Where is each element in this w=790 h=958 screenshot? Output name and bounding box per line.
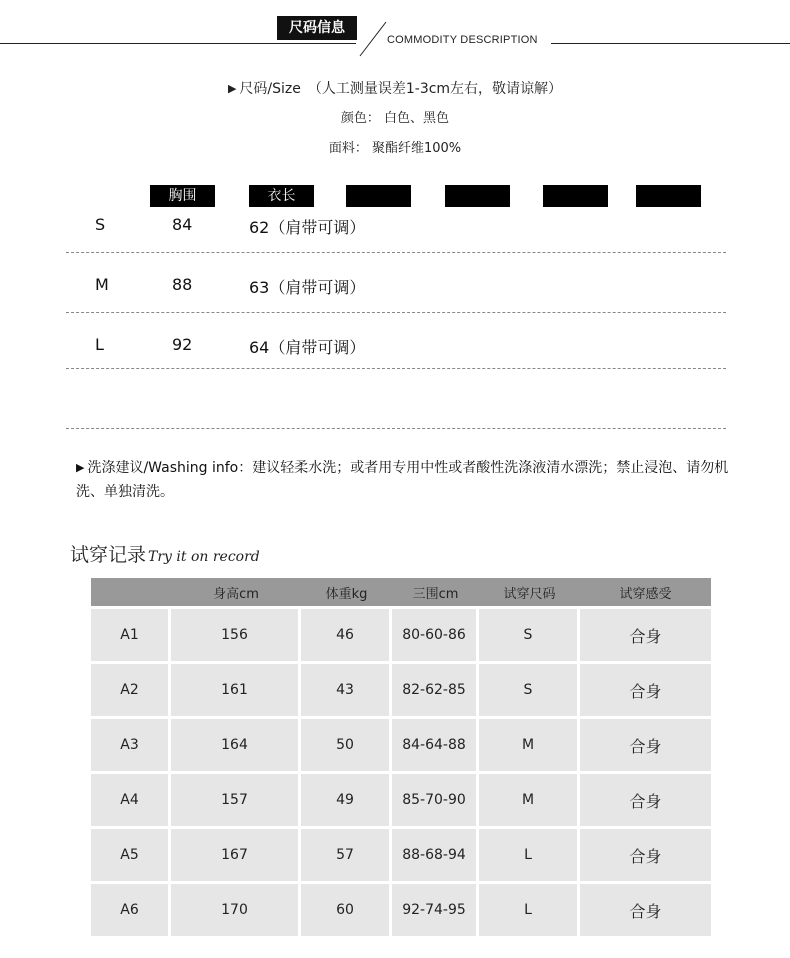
length-value: 62（肩带可调） <box>249 218 366 237</box>
tryon-title-text: 试穿记录 <box>70 544 147 566</box>
tryon-script-title: Try it on record <box>148 549 260 565</box>
tester-id: A4 <box>91 771 171 826</box>
col-header-chest: 胸围 <box>150 185 215 207</box>
size-info-line <box>0 78 790 98</box>
weight-cell: 60 <box>301 881 392 936</box>
measurements-cell: 85-70-90 <box>392 771 479 826</box>
height-cell: 164 <box>171 716 301 771</box>
height-cell: 156 <box>171 606 301 661</box>
feel-cell: 合身 <box>580 661 711 716</box>
length-value: 63（肩带可调） <box>249 278 366 297</box>
fabric-info: 面料： 聚酯纤维100% <box>328 141 462 156</box>
tryon-col-header: 体重kg <box>301 578 392 606</box>
table-row <box>91 881 711 936</box>
feel-cell: 合身 <box>580 826 711 881</box>
feel-cell: 合身 <box>580 771 711 826</box>
size-label: M <box>95 275 109 294</box>
tester-id: A6 <box>91 881 171 936</box>
row-divider <box>66 252 726 253</box>
measurements-cell: 80-60-86 <box>392 606 479 661</box>
col-header-blank <box>346 185 411 207</box>
size-cell: S <box>479 606 580 661</box>
tryon-col-header: 试穿尺码 <box>479 578 580 606</box>
size-cell: M <box>479 716 580 771</box>
feel-cell: 合身 <box>580 606 711 661</box>
table-row <box>91 716 711 771</box>
play-marker-icon: ▶ <box>76 461 85 474</box>
size-cell: L <box>479 826 580 881</box>
play-marker-icon: ▶ <box>227 82 237 95</box>
tryon-col-header: 身高cm <box>171 578 301 606</box>
feel-cell: 合身 <box>580 881 711 936</box>
size-cell: L <box>479 881 580 936</box>
washing-info <box>76 456 736 504</box>
measurements-cell: 82-62-85 <box>392 661 479 716</box>
weight-cell: 57 <box>301 826 392 881</box>
chest-value: 88 <box>172 275 193 294</box>
size-cell: M <box>479 771 580 826</box>
weight-cell: 46 <box>301 606 392 661</box>
col-header-blank <box>445 185 510 207</box>
weight-cell: 50 <box>301 716 392 771</box>
table-row <box>91 771 711 826</box>
row-divider <box>66 428 726 429</box>
measurements-cell: 92-74-95 <box>392 881 479 936</box>
feel-cell: 合身 <box>580 716 711 771</box>
header-subtitle: COMMODITY DESCRIPTION <box>387 34 538 46</box>
measurements-cell: 88-68-94 <box>392 826 479 881</box>
chest-value: 92 <box>172 335 193 354</box>
col-header-length: 衣长 <box>249 185 314 207</box>
tryon-col-header: 三围cm <box>392 578 479 606</box>
table-row <box>91 661 711 716</box>
tryon-title <box>70 540 260 567</box>
size-info-text: 尺码/Size （人工测量误差1-3cm左右，敬请谅解） <box>239 81 563 97</box>
tryon-table <box>91 578 711 936</box>
weight-cell: 49 <box>301 771 392 826</box>
col-header-blank <box>636 185 701 207</box>
length-value: 64（肩带可调） <box>249 338 366 357</box>
tester-id: A2 <box>91 661 171 716</box>
tryon-col-header: 试穿感受 <box>580 578 711 606</box>
height-cell: 157 <box>171 771 301 826</box>
row-divider <box>66 312 726 313</box>
tryon-header-row <box>91 578 711 606</box>
weight-cell: 43 <box>301 661 392 716</box>
size-label: L <box>95 335 104 354</box>
height-cell: 167 <box>171 826 301 881</box>
col-header-blank <box>543 185 608 207</box>
table-row <box>91 826 711 881</box>
size-label: S <box>95 215 106 234</box>
height-cell: 170 <box>171 881 301 936</box>
section-badge: 尺码信息 <box>277 16 357 40</box>
height-cell: 161 <box>171 661 301 716</box>
measurements-cell: 84-64-88 <box>392 716 479 771</box>
header-rule-left <box>0 43 356 44</box>
tester-id: A5 <box>91 826 171 881</box>
color-info: 颜色： 白色、黑色 <box>340 111 450 126</box>
chest-value: 84 <box>172 215 193 234</box>
tester-id: A3 <box>91 716 171 771</box>
table-row <box>91 606 711 661</box>
tryon-col-header <box>91 578 171 606</box>
tester-id: A1 <box>91 606 171 661</box>
size-cell: S <box>479 661 580 716</box>
row-divider <box>66 368 726 369</box>
header-slash-divider <box>356 20 390 58</box>
washing-text: 洗涤建议/Washing info：建议轻柔水洗；或者用专用中性或者酸性洗涤液清水漂洗；禁止浸泡、请勿机洗、单独清洗。 <box>76 460 729 500</box>
header-rule-right <box>551 43 790 44</box>
